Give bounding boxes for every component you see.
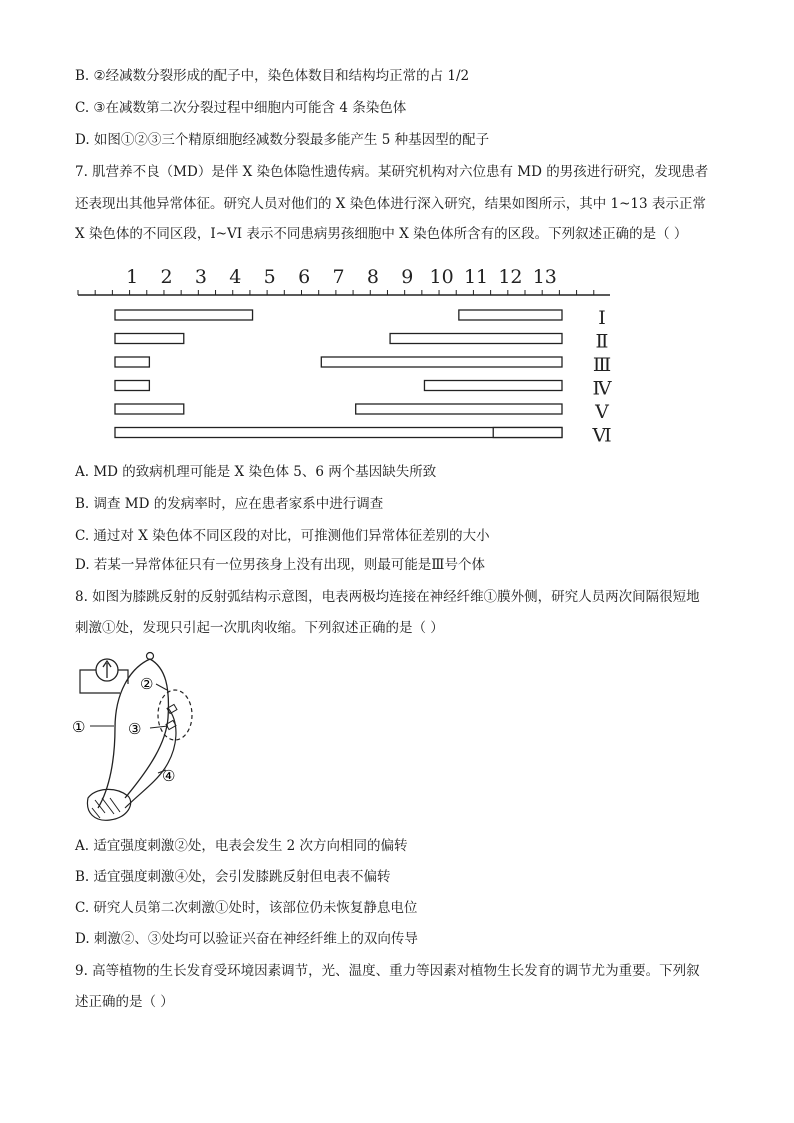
region-tick-label: 4: [229, 266, 242, 288]
region-tick-label: 10: [429, 266, 454, 288]
chromosome-segment-bar: [356, 404, 562, 414]
chromosome-segment-bar: [115, 310, 253, 320]
galvanometer-arrow: [103, 661, 111, 678]
q8-option-d: D. 刺激②、③处均可以验证兴奋在神经纤维上的双向传导: [75, 931, 418, 947]
chromosome-segment-bar: [321, 357, 562, 367]
label-2: ②: [140, 675, 154, 693]
q7-option-a: A. MD 的致病机理可能是 X 染色体 5、6 两个基因缺失所致: [75, 464, 437, 480]
region-tick-label: 2: [160, 266, 173, 288]
chromosome-segment-chart: [70, 258, 630, 448]
patient-row-label: Ⅰ: [598, 307, 606, 329]
q8-stem-line-2: 刺激①处，发现只引起一次肌肉收缩。下列叙述正确的是（ ）: [75, 620, 444, 636]
ganglion-icon: [147, 653, 154, 660]
electrode-wire-left: [80, 670, 120, 693]
region-tick-label: 12: [498, 266, 523, 288]
q8-option-b: B. 适宜强度刺激④处，会引发膝跳反射但电表不偏转: [75, 869, 391, 885]
label-3-leader: [150, 726, 168, 728]
q7-stem-line-2: 还表现出其他异常体征。研究人员对他们的 X 染色体进行深入研究，结果如图所示，其中 1~13 表示正常: [75, 196, 706, 212]
q8-option-a: A. 适宜强度刺激②处，电表会发生 2 次方向相同的偏转: [75, 838, 408, 854]
region-tick-label: 9: [401, 266, 414, 288]
region-tick-label: 13: [532, 266, 557, 288]
reflex-arc-diagram: [70, 648, 220, 828]
chromosome-segment-bar: [115, 381, 149, 391]
region-tick-label: 1: [126, 266, 139, 288]
patient-row-label: Ⅴ: [595, 401, 609, 423]
q9-stem-line-1: 9. 高等植物的生长发育受环境因素调节，光、温度、重力等因素对植物生长发育的调节尤为重要。下列叙: [75, 963, 700, 979]
muscle-icon: [87, 789, 130, 820]
muscle-fiber-icon: [92, 798, 120, 818]
region-tick-label: 11: [463, 266, 489, 288]
q7-option-d: D. 若某一异常体征只有一位男孩身上没有出现，则最可能是Ⅲ号个体: [75, 557, 485, 573]
q6-option-c: C. ③在减数第二次分裂过程中细胞内可能含 4 条染色体: [75, 100, 407, 116]
label-2-leader: [156, 684, 167, 690]
chromosome-segment-bar: [115, 357, 149, 367]
label-4: ④: [162, 767, 176, 785]
label-1: ①: [72, 718, 86, 736]
region-tick-label: 8: [366, 266, 379, 288]
q8-option-c: C. 研究人员第二次刺激①处时，该部位仍未恢复静息电位: [75, 900, 418, 916]
patient-row-label: Ⅲ: [592, 354, 612, 376]
region-tick-label: 6: [298, 266, 311, 288]
chromosome-segment-bar: [493, 428, 562, 438]
region-tick-label: 3: [194, 266, 208, 288]
chromosome-segment-bar: [390, 334, 562, 344]
q6-option-b: B. ②经减数分裂形成的配子中，染色体数目和结构均正常的占 1/2: [75, 68, 470, 84]
q7-stem-line-3: X 染色体的不同区段，I~VI 表示不同患病男孩细胞中 X 染色体所含有的区段。下列叙述正确的是（ ）: [75, 226, 688, 242]
region-tick-label: 7: [332, 266, 345, 288]
q6-option-d: D. 如图①②③三个精原细胞经减数分裂最多能产生 5 种基因型的配子: [75, 132, 490, 148]
chromosome-segment-bar: [424, 381, 562, 391]
q7-stem-line-1: 7. 肌营养不良（MD）是伴 X 染色体隐性遗传病。某研究机构对六位患有 MD 的男孩进行研究，发现患者: [75, 164, 709, 180]
q7-option-c: C. 通过对 X 染色体不同区段的对比，可推测他们异常体征差别的大小: [75, 528, 490, 544]
chromosome-segment-bar: [115, 404, 184, 414]
label-3: ③: [128, 720, 142, 738]
q9-stem-line-2: 述正确的是（ ）: [75, 994, 174, 1010]
chromosome-segment-bar: [459, 310, 562, 320]
patient-row-label: Ⅳ: [592, 377, 612, 400]
patient-row-label: Ⅵ: [592, 424, 612, 447]
synapse-region: [158, 690, 192, 740]
chromosome-segment-bar: [115, 334, 184, 344]
region-tick-label: 5: [263, 266, 276, 288]
patient-row-label: Ⅱ: [595, 330, 609, 353]
q7-option-b: B. 调查 MD 的发病率时，应在患者家系中进行调查: [75, 496, 384, 512]
q8-stem-line-1: 8. 如图为膝跳反射的反射弧结构示意图，电表两极均连接在神经纤维①膜外侧，研究人员两次间隔很短地: [75, 589, 700, 605]
